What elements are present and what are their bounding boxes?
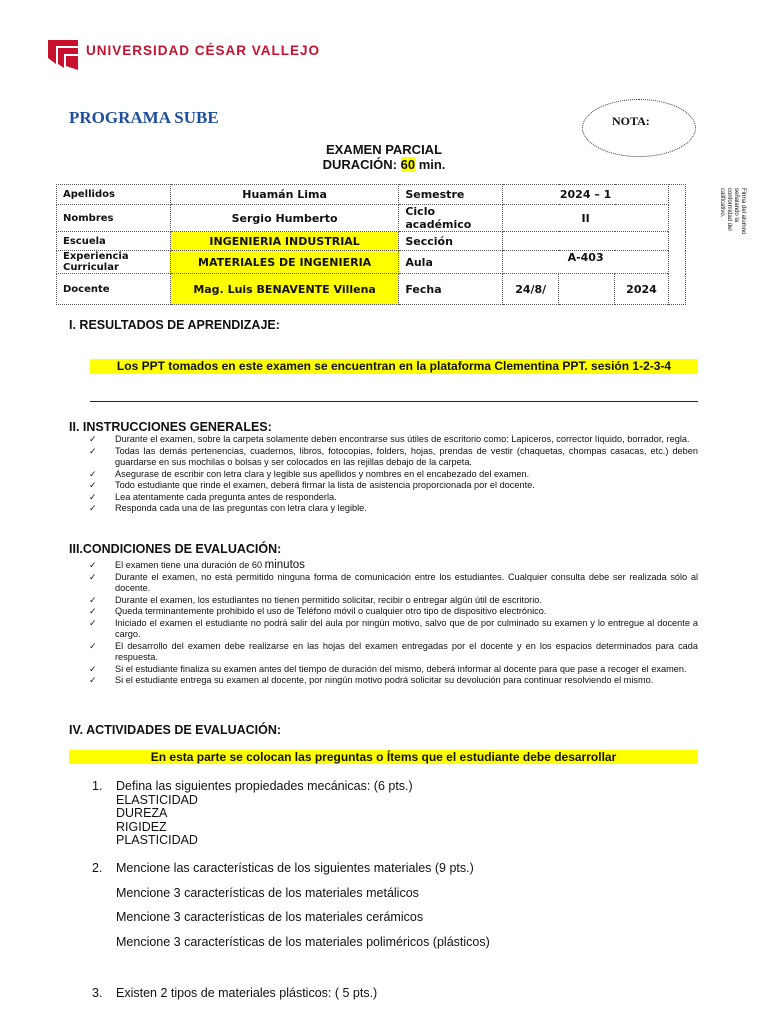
list-item: ✓ Si el estudiante entrega su examen al docente, por ningún motivo podrá solicitar su devolución para continuar resolviendo el mismo. [89,675,654,685]
section-2-title: II. INSTRUCCIONES GENERALES: [69,420,272,434]
list-item: ✓ Lea atentamente cada pregunta antes de responderla. [89,491,337,502]
section-3-title: III.CONDICIONES DE EVALUACIÓN: [69,542,282,556]
seccion-label: Sección [399,232,503,251]
check-icon: ✓ [89,560,97,570]
check-icon: ✓ [89,675,97,685]
list-item: DUREZA [116,806,168,820]
list-item: ✓ Todas las demás pertenencias, cuadernos, libros, fotocopias, folders, hojas, prendas de vestir (chaquetas, chompas casacas, etc.) deben guardarse en sus mochilas o bolsas y ser colocados en las rejillas debajo de la carpeta. [89,445,698,467]
exam-title: EXAMEN PARCIAL [325,142,443,157]
duration-unit: min. [418,157,446,172]
check-icon: ✓ [89,503,97,513]
question-1 [116,780,413,848]
check-icon: ✓ [89,480,97,490]
grade-label: NOTA: [612,114,650,128]
check-icon: ✓ [89,571,97,582]
list-item: ✓ El examen tiene una duración de 60 minutos [89,559,305,571]
list-item: ✓ Queda terminantemente prohibido el uso de Teléfono móvil o cualquier otro tipo de dispositivo electrónico. [89,606,547,616]
signature-note-line: Firma del alumno [740,188,746,235]
list-item: ✓ Durante el examen, sobre la carpeta solamente deben encontrarse sus útiles de escritorio como: Lapiceros, corrector líquido, borrador, regla. [89,434,690,444]
ciclo-value: II [503,205,669,232]
section-4-banner: En esta parte se colocan las preguntas o Ítems que el estudiante debe desarrollar [69,750,698,764]
list-item: ✓ Durante el examen, los estudiantes no tienen permitido solicitar, recibir o entregar algún útil de escritorio. [89,594,542,605]
nombres-label: Nombres [57,205,171,232]
student-info-table [56,184,686,305]
question-3-text: Existen 2 tipos de materiales plásticos: ( 5 pts.) [116,986,378,1000]
university-name: UNIVERSIDAD CÉSAR VALLEJO [86,43,321,58]
list-item: ✓ Si el estudiante finaliza su examen antes del tiempo de duración del mismo, deberá informar al docente para que pase a recoger el examen. [89,663,687,674]
check-icon: ✓ [89,468,97,479]
table-row [57,251,686,274]
list-item: Mencione 3 características de los materiales cerámicos [116,910,424,924]
list-item: ✓ Responda cada una de las preguntas con letra clara y legible. [89,503,367,513]
check-icon: ✓ [89,617,97,628]
list-item: ✓ Durante el examen, no está permitido ninguna forma de comunicación entre los estudiantes. Cualquier consulta debe ser realizada sólo al docente. [89,571,698,593]
list-item: ✓ Asegurase de escribir con letra clara y legible sus apellidos y nombres en el encabezado del examen. [89,468,530,479]
aula-label: Aula [399,251,503,274]
duration-label: DURACIÓN: [322,157,397,172]
section-4-title: IV. ACTIVIDADES DE EVALUACIÓN: [69,723,282,737]
check-icon: ✓ [89,663,97,674]
fecha-year: 2024 [615,274,669,305]
list-item: ✓ Todo estudiante que rinde el examen, deberá firmar la lista de asistencia proporcionada por el docente. [89,480,535,490]
experiencia-label: Experiencia Curricular [57,251,171,274]
table-row [57,205,686,232]
table-row [57,232,686,251]
semestre-label: Semestre [399,185,503,205]
signature-cell [668,185,685,305]
section-1-title: I. RESULTADOS DE APRENDIZAJE: [69,318,280,332]
ciclo-label: Ciclo académico [399,205,503,232]
check-icon: ✓ [89,491,97,502]
experiencia-value: MATERIALES DE INGENIERIA [170,251,398,274]
fecha-label: Fecha [399,274,503,305]
instructions-list [89,434,698,515]
conditions-list [89,560,698,687]
fecha-day-month: 24/8/ [503,274,559,305]
signature-note [706,188,746,258]
check-icon: ✓ [89,594,97,605]
list-item: ELASTICIDAD [116,792,198,807]
list-item: Mencione 3 características de los materiales metálicos [116,886,419,900]
program-title: PROGRAMA SUBE [69,108,219,127]
exam-duration [0,157,768,172]
check-icon: ✓ [89,434,97,444]
check-icon: ✓ [89,640,97,651]
seccion-value [503,232,669,251]
divider [90,401,698,402]
aula-value: A-403 [503,251,669,274]
table-row [57,274,686,305]
list-item: PLASTICIDAD [116,833,198,847]
question-1-number: 1. [92,779,103,793]
duration-value: 60 [400,157,416,172]
question-3-number: 3. [92,986,103,1000]
list-item: Mencione 3 características de los materiales poliméricos (plásticos) [116,935,490,949]
section-1-banner: Los PPT tomados en este examen se encuentran en la plataforma Clementina PPT. sesión 1-2-3-4 [90,359,698,374]
apellidos-label: Apellidos [57,185,171,205]
escuela-value: INGENIERIA INDUSTRIAL [170,232,398,251]
question-2-text: Mencione las características de los siguientes materiales (9 pts.) [116,861,474,875]
fecha-empty [559,274,615,305]
docente-value: Mag. Luis BENAVENTE Villena [170,274,398,305]
escuela-label: Escuela [57,232,171,251]
nombres-value: Sergio Humberto [170,205,398,232]
apellidos-value: Huamán Lima [170,185,398,205]
signature-note-line: conformidad del [726,188,732,231]
list-item: ✓ Iniciado el examen el estudiante no podrá salir del aula por ningún motivo, salvo que de por culminado su examen y lo entregue al docente a cargo. [89,617,698,639]
signature-note-line: calificativo. [719,188,725,218]
question-2-number: 2. [92,861,103,875]
list-item: RIGIDEZ [116,819,167,834]
check-icon: ✓ [89,445,97,456]
semestre-value: 2024 – 1 [503,185,669,205]
table-row [57,185,686,205]
signature-note-line: señalando la [733,188,739,223]
question-1-text: Defina las siguientes propiedades mecánicas: (6 pts.) [116,779,413,793]
list-item: ✓ El desarrollo del examen debe realizarse en las hojas del examen entregadas por el docente y en los espacios determinados para cada respuesta. [89,640,698,662]
docente-label: Docente [57,274,171,305]
check-icon: ✓ [89,606,97,616]
